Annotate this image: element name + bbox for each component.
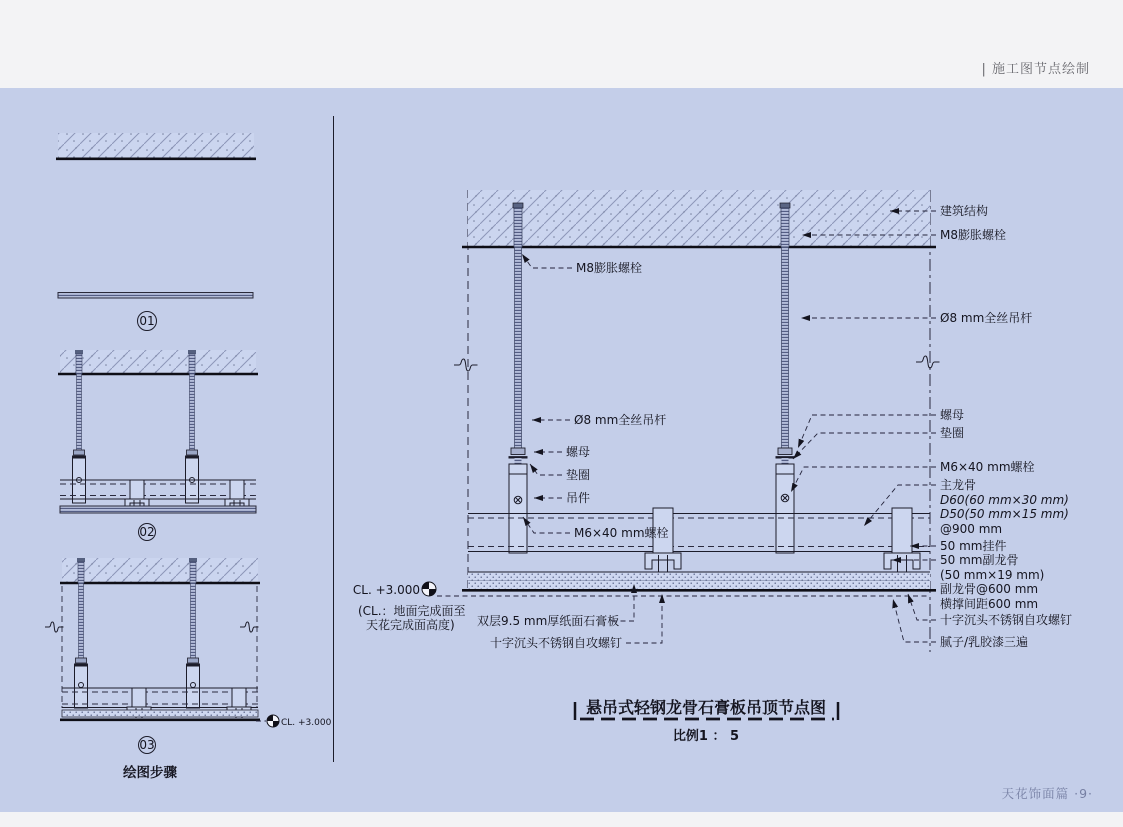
label-nut-left: 螺母 xyxy=(566,445,591,459)
step-03-main-keel xyxy=(62,688,258,708)
label-finish: 腻子/乳胶漆三遍 xyxy=(940,635,1029,649)
cl-value: CL. +3.000 xyxy=(352,583,420,597)
label-gypsum-board: 双层9.5 mm厚纸面石膏板 xyxy=(477,614,620,628)
label-at900: @900 mm xyxy=(940,522,1003,536)
label-sub-keel: 50 mm副龙骨 xyxy=(940,553,1019,567)
concrete-slab-hatch xyxy=(468,190,930,246)
step-03-board xyxy=(62,710,258,717)
callouts-left xyxy=(522,254,669,540)
label-washer-left: 垫圈 xyxy=(566,468,591,482)
label-m8-bolt-left: M8膨胀螺栓 xyxy=(576,261,642,275)
detail-title-block xyxy=(575,698,838,744)
label-rod-right: Ø8 mm全丝吊杆 xyxy=(940,311,1033,325)
label-hanger-left: 吊件 xyxy=(566,491,591,505)
step-02-number: 02 xyxy=(139,525,155,539)
main-detail-drawing xyxy=(353,190,1072,744)
label-washer-right: 垫圈 xyxy=(940,426,965,440)
callouts-bottom xyxy=(477,584,662,650)
label-m6-bolt-left: M6×40 mm螺栓 xyxy=(574,526,669,540)
main-keel-runner xyxy=(468,514,930,552)
label-clip: 50 mm挂件 xyxy=(940,539,1007,553)
label-screw-bottom: 十字沉头不锈钢自攻螺钉 xyxy=(490,636,623,650)
label-m6-bolt-right: M6×40 mm螺栓 xyxy=(940,460,1035,474)
cl-level-marker xyxy=(353,582,466,632)
cl-note-line2: 天花完成面高度) xyxy=(366,618,455,632)
label-brace: 横撑间距600 mm xyxy=(940,597,1039,611)
label-screw-right: 十字沉头不锈钢自攻螺钉 xyxy=(940,613,1073,627)
step-03-number: 03 xyxy=(139,738,155,752)
step-03-drawing xyxy=(45,558,332,781)
break-mark xyxy=(916,356,940,368)
step-03-cl-marker xyxy=(256,715,332,728)
detail-title: 悬吊式轻钢龙骨石膏板吊顶节点图 xyxy=(585,698,827,717)
label-d50: D50(50 mm×15 mm) xyxy=(940,507,1069,521)
label-m8-bolt-right: M8膨胀螺栓 xyxy=(940,228,1006,242)
label-main-keel: 主龙骨 xyxy=(940,478,977,492)
header-title: | 施工图节点绘制 xyxy=(981,62,1090,77)
cl-note-line1: (CL.：地面完成面至 xyxy=(358,604,466,618)
footer-text: 天花饰面篇 ·9· xyxy=(1001,786,1093,801)
label-rod-left: Ø8 mm全丝吊杆 xyxy=(574,413,667,427)
break-mark xyxy=(240,622,259,632)
break-mark xyxy=(454,359,478,371)
step-02-main-keel xyxy=(60,480,256,499)
steps-caption: 绘图步骤 xyxy=(123,765,177,781)
step-01-drawing xyxy=(56,133,256,331)
hanger-rod-left xyxy=(509,203,528,553)
break-mark xyxy=(45,622,64,632)
detail-scale: 比例1 ： 5 xyxy=(672,729,740,744)
gypsum-board xyxy=(437,572,936,596)
step-01-number: 01 xyxy=(139,314,155,328)
step-03-cl-text: CL. +3.000 xyxy=(281,718,332,728)
label-nut-right: 螺母 xyxy=(940,408,965,422)
label-structure: 建筑结构 xyxy=(940,204,989,218)
label-sub-size: (50 mm×19 mm) xyxy=(940,568,1045,582)
step-02-drawing xyxy=(58,350,258,541)
step-02-board xyxy=(60,506,256,513)
label-sub-at: 副龙骨@600 mm xyxy=(940,582,1039,596)
hanger-rod-right xyxy=(776,203,795,553)
label-d60: D60(60 mm×30 mm) xyxy=(940,493,1069,507)
